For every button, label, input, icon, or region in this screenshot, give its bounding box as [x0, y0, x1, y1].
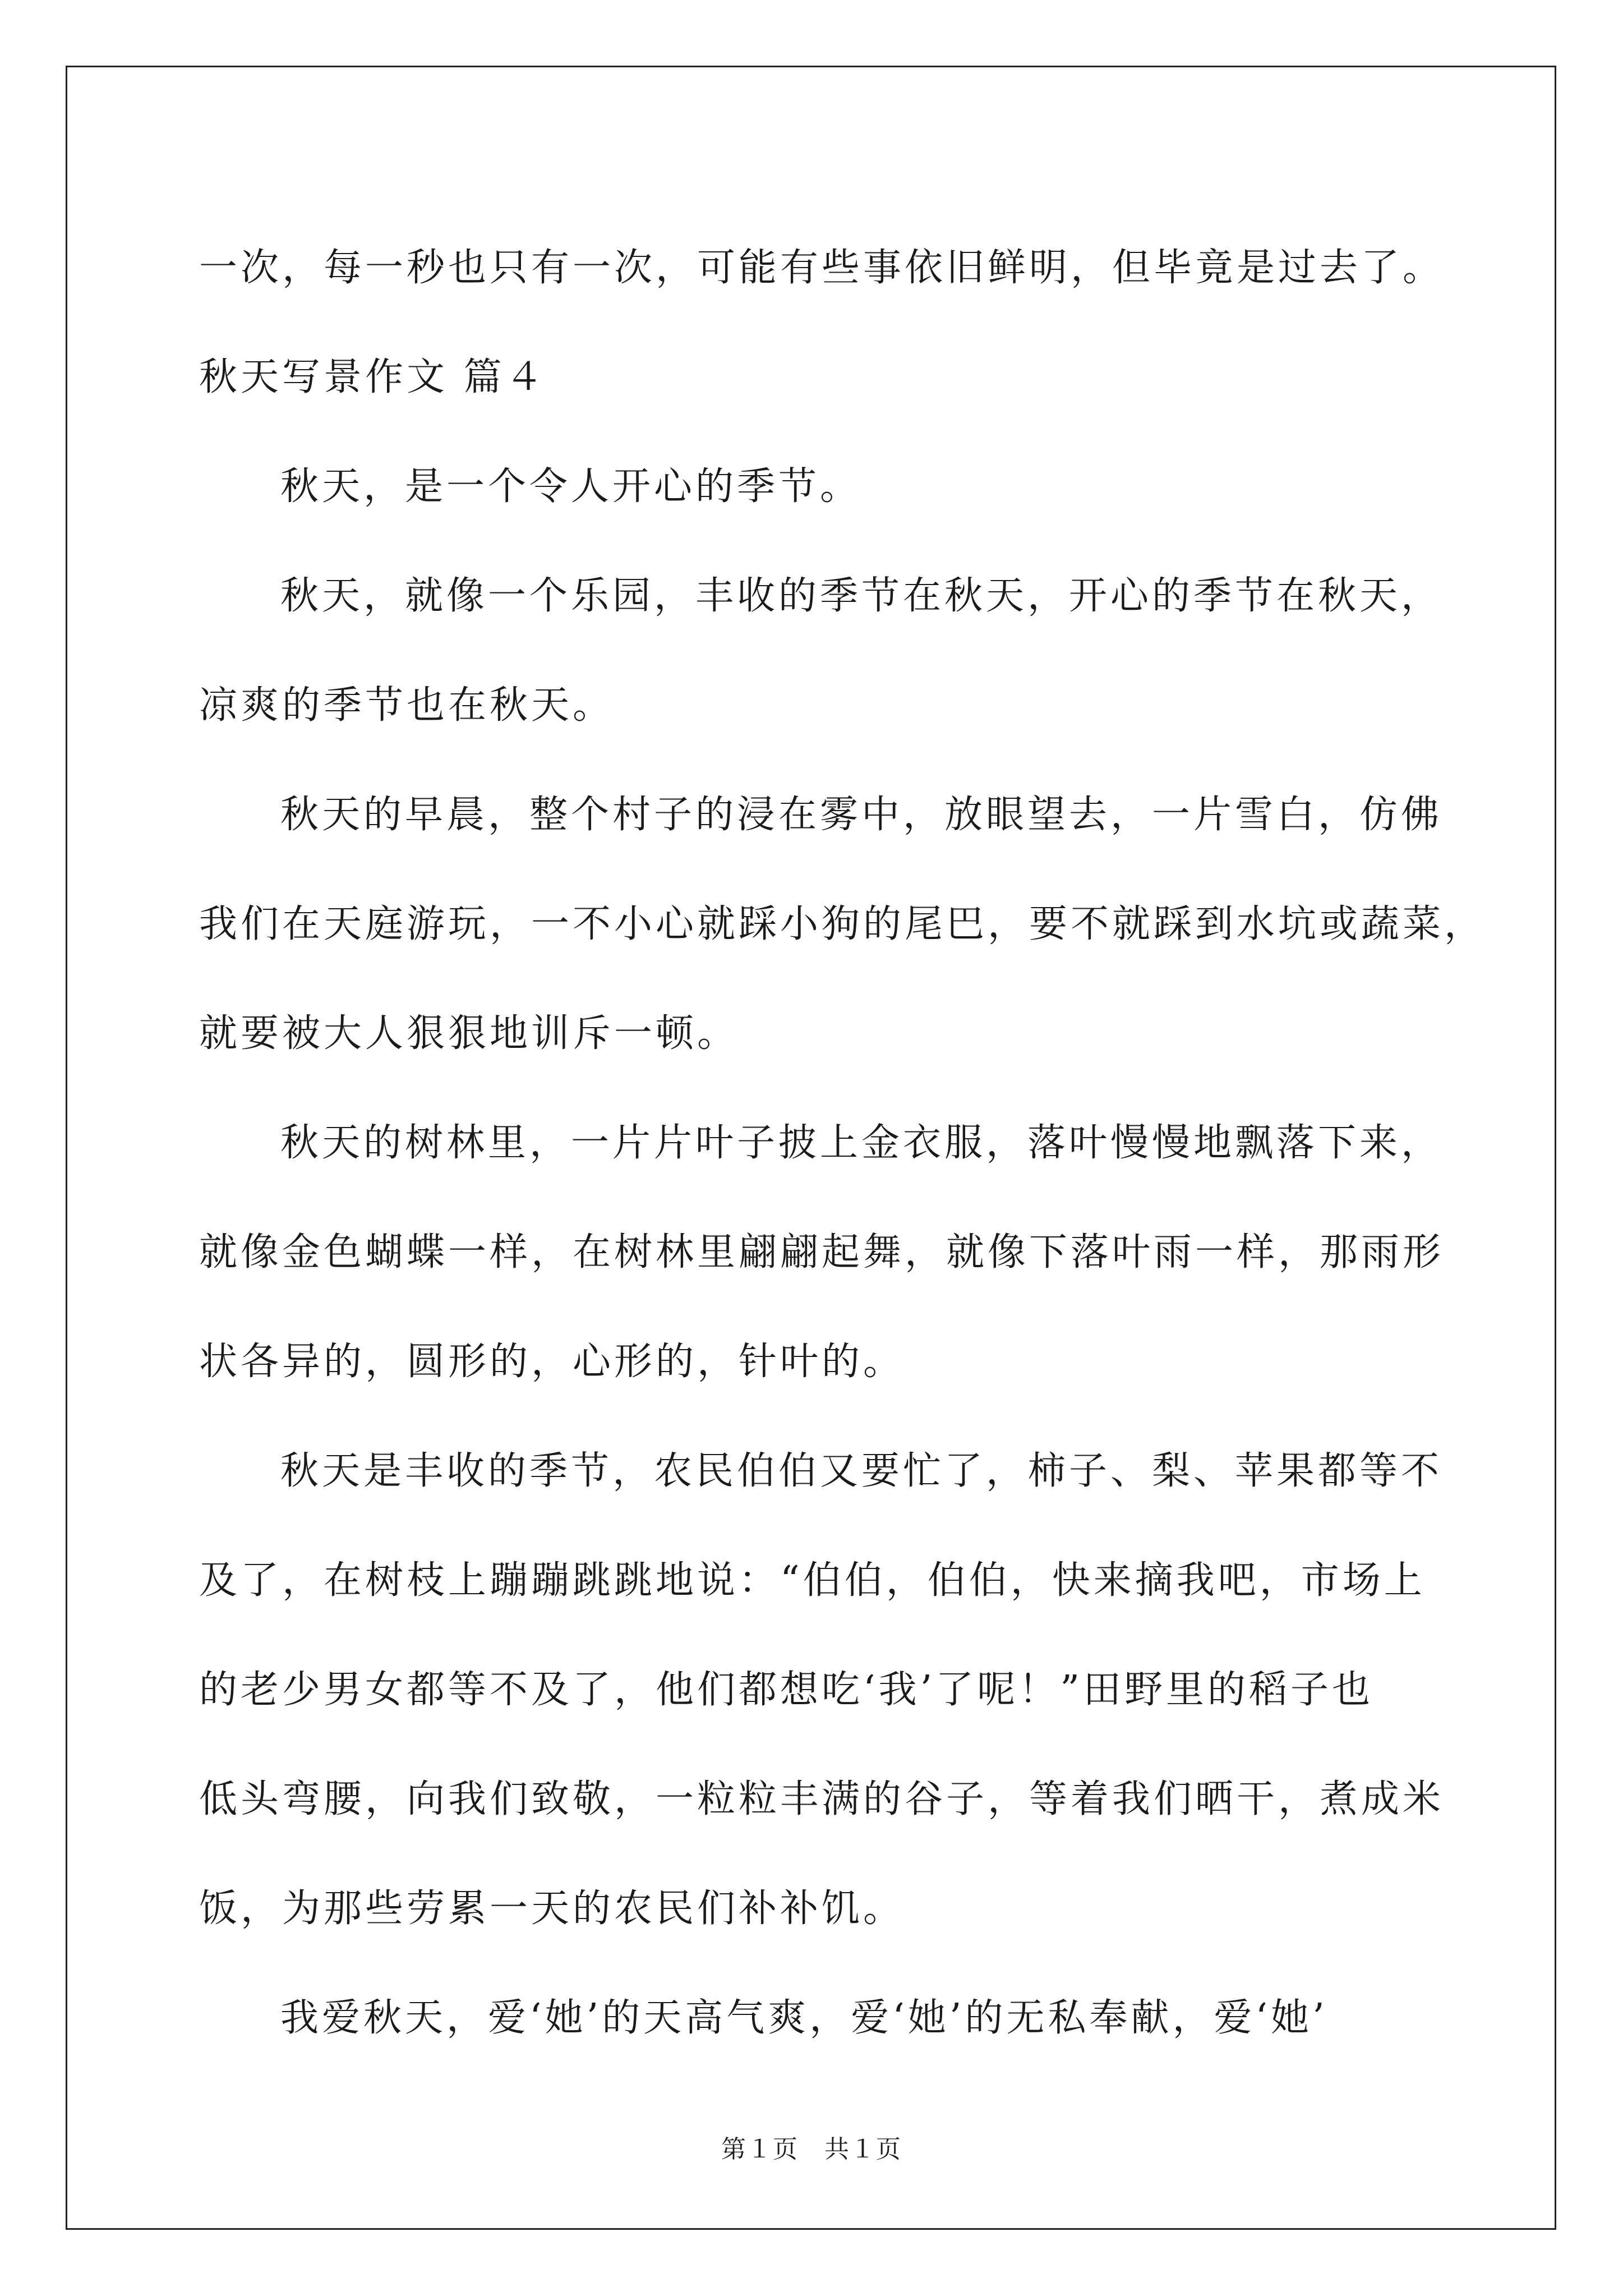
paragraph-line: 秋天，是一个令人开心的季节。	[280, 464, 862, 509]
text-line: 饭，为那些劳累一天的农民们补补饥。	[199, 1887, 905, 1931]
document-body	[199, 213, 1486, 2073]
paragraph-line: 秋天的早晨，整个村子的浸在雾中，放眼望去，一片雪白，仿佛	[280, 793, 1443, 837]
paragraph-line: 秋天是丰收的季节，农民伯伯又要忙了，柿子、梨、苹果都等不	[280, 1449, 1443, 1493]
paragraph-line: 我爱秋天，爱‘她’的天高气爽，爱‘她’的无私奉献，爱‘她’	[280, 1996, 1328, 2040]
text-line: 的老少男女都等不及了，他们都想吃‘我’了呢！”田野里的稻子也	[199, 1668, 1373, 1712]
text-line: 就要被大人狠狠地训斥一顿。	[199, 1011, 739, 1056]
text-line: 低头弯腰，向我们致敬，一粒粒丰满的谷子，等着我们晒干，煮成米	[199, 1777, 1445, 1821]
section-heading: 秋天写景作文 篇４	[199, 355, 547, 399]
text-line: 状各异的，圆形的，心形的，针叶的。	[199, 1340, 905, 1384]
text-line: 我们在天庭游玩，一不小心就踩小狗的尾巴，要不就踩到水坑或蔬菜，	[199, 902, 1486, 946]
text-line: 凉爽的季节也在秋天。	[199, 683, 615, 728]
text-line: 及了，在树枝上蹦蹦跳跳地说：“伯伯，伯伯，快来摘我吧，市场上	[199, 1558, 1426, 1603]
paragraph-line: 秋天，就像一个乐园，丰收的季节在秋天，开心的季节在秋天，	[280, 574, 1443, 618]
paragraph-line: 秋天的树林里，一片片叶子披上金衣服，落叶慢慢地飘落下来，	[280, 1121, 1443, 1165]
text-line: 一次，每一秒也只有一次，可能有些事依旧鲜明，但毕竟是过去了。	[199, 246, 1445, 290]
text-line: 就像金色蝴蝶一样，在树林里翩翩起舞，就像下落叶雨一样，那雨形	[199, 1230, 1445, 1274]
page-footer: 第１页 共１页	[721, 2135, 902, 2164]
